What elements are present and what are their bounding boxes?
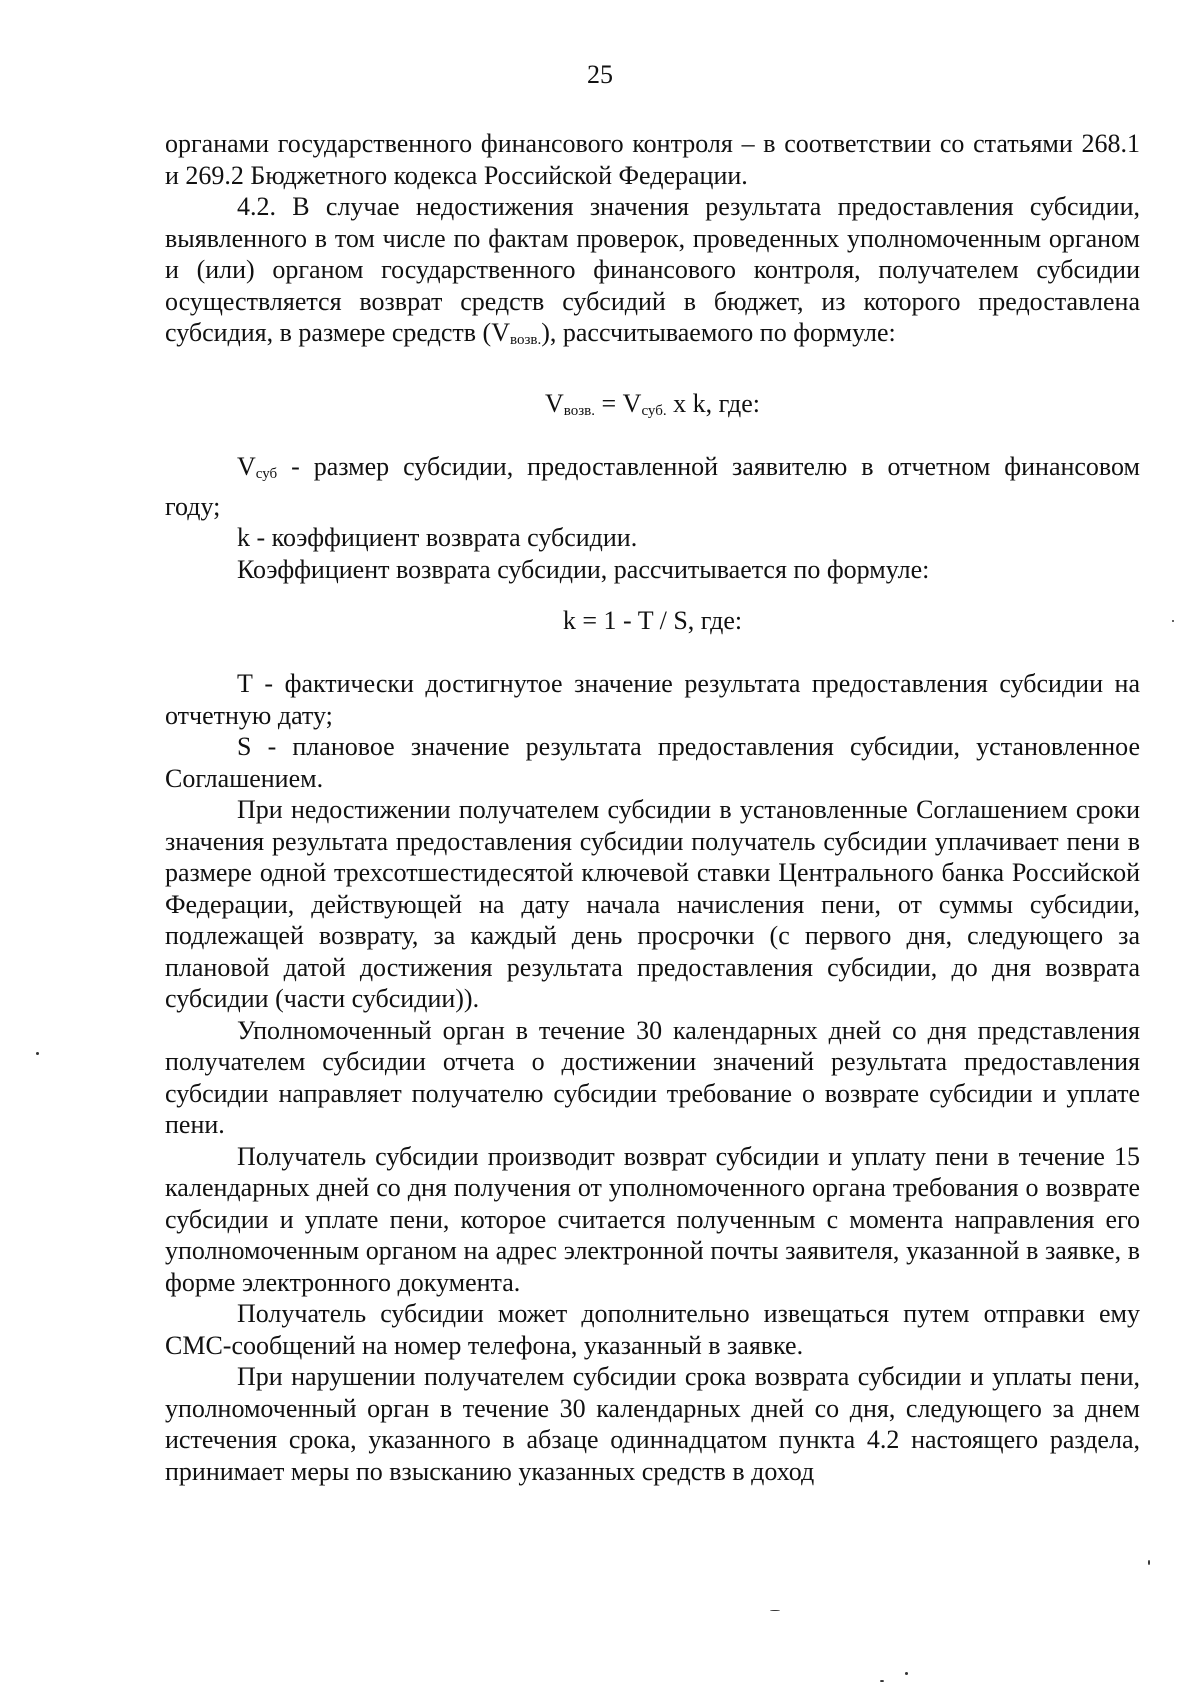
- main-text-block: [165, 668, 1140, 1487]
- paragraph-15-days: Получатель субсидии производит возврат субсидии и уплату пени в течение 15 календарных дней со дня получения от уполномоченного органа требования о возврате субсидии и уплате пени, которое считается полученным с момента направления его уполномоченным органом на адрес электронной почты заявителя, указанной в заявке, в форме электронного документа.: [165, 1141, 1140, 1297]
- paragraph-control-bodies: органами государственного финансового контроля – в соответствии со статьями 268.1 и 269.2 Бюджетного кодекса Российской Федерации.: [165, 129, 1140, 190]
- paragraph-4-2-end: ), рассчитываемого по формуле:: [541, 318, 896, 347]
- definition-v-text: - размер субсидии, предоставленной заявителю в отчетном финансовом году;: [165, 452, 1140, 521]
- section-4-2-text: [165, 128, 1140, 357]
- coefficient-intro: Коэффициент возврата субсидии, рассчитывается по формуле:: [237, 554, 930, 584]
- formula-rest: х k, где:: [666, 389, 760, 418]
- definition-t: Т - фактически достигнутое значение результата предоставления субсидии на отчетную дату;: [165, 669, 1140, 730]
- paragraph-30-days: Уполномоченный орган в течение 30 календарных дней со дня представления получателем субсидии отчета о достижении значений результата предоставления субсидии направляет получателю субсидии требование о возврате субсидии и уплате пени.: [165, 1015, 1140, 1139]
- definition-k: k - коэффициент возврата субсидии.: [237, 523, 638, 552]
- paragraph-violation: При нарушении получателем субсидии срока возврата субсидии и уплаты пени, уполномоченный орган в течение 30 календарных дней со дня, следующего за днем истечения срока, указанного в абзаце одиннадцатом пункта 4.2 настоящего раздела, принимает меры по взысканию указанных средств в доход: [165, 1362, 1140, 1486]
- definition-v-sub: [165, 451, 1140, 522]
- scan-speck: [880, 1680, 884, 1682]
- definition-v-letter: V: [237, 452, 256, 481]
- formula-k: k = 1 - T / S, где:: [562, 606, 743, 635]
- formula-eq: = V: [595, 389, 642, 418]
- scan-speck: [36, 1052, 39, 1055]
- scan-speck: [770, 1610, 780, 1611]
- formula-coefficient: [165, 605, 1140, 637]
- paragraph-4-2: [165, 191, 1140, 357]
- page-number: 25: [587, 60, 613, 89]
- formula-v: V: [544, 389, 564, 418]
- definitions-block: [165, 451, 1140, 585]
- subscript-vozv: возв.: [509, 332, 542, 348]
- scan-speck: [905, 1672, 908, 1675]
- formula-sub-sub: суб.: [641, 403, 667, 419]
- definition-v-subscript: суб: [255, 466, 278, 482]
- scan-speck: [1148, 1560, 1150, 1565]
- formula-return-amount: [165, 388, 1140, 428]
- paragraph-4-2-start: 4.2. В случае недостижения значения результата предоставления субсидии, выявленного в том числе по фактам проверок, проведенных уполномоченным органом и (или) органом государственного финансового контроля, получателем субсидии осуществляется возврат средств субсидий в бюджет, из которого предоставлена субсидия, в размере средств (V: [165, 192, 1140, 347]
- definition-s: S - плановое значение результата предоставления субсидии, установленное Соглашением.: [165, 732, 1140, 793]
- paragraph-penalty: При недостижении получателем субсидии в установленные Соглашением сроки значения результата предоставления субсидии получатель субсидии уплачивает пени в размере одной трехсотшестидесятой ключевой ставки Центрального банка Российской Федерации, действующей на дату начала начисления пени, от суммы субсидии, подлежащей возврату, за каждый день просрочки (с первого дня, следующего за плановой датой достижения результата предоставления субсидии, до дня возврата субсидии (части субсидии)).: [165, 795, 1140, 1013]
- formula-sub-vozv: возв.: [563, 403, 596, 419]
- scan-speck: [1172, 620, 1174, 622]
- paragraph-sms: Получатель субсидии может дополнительно извещаться путем отправки ему СМС-сообщений на номер телефона, указанный в заявке.: [165, 1299, 1140, 1360]
